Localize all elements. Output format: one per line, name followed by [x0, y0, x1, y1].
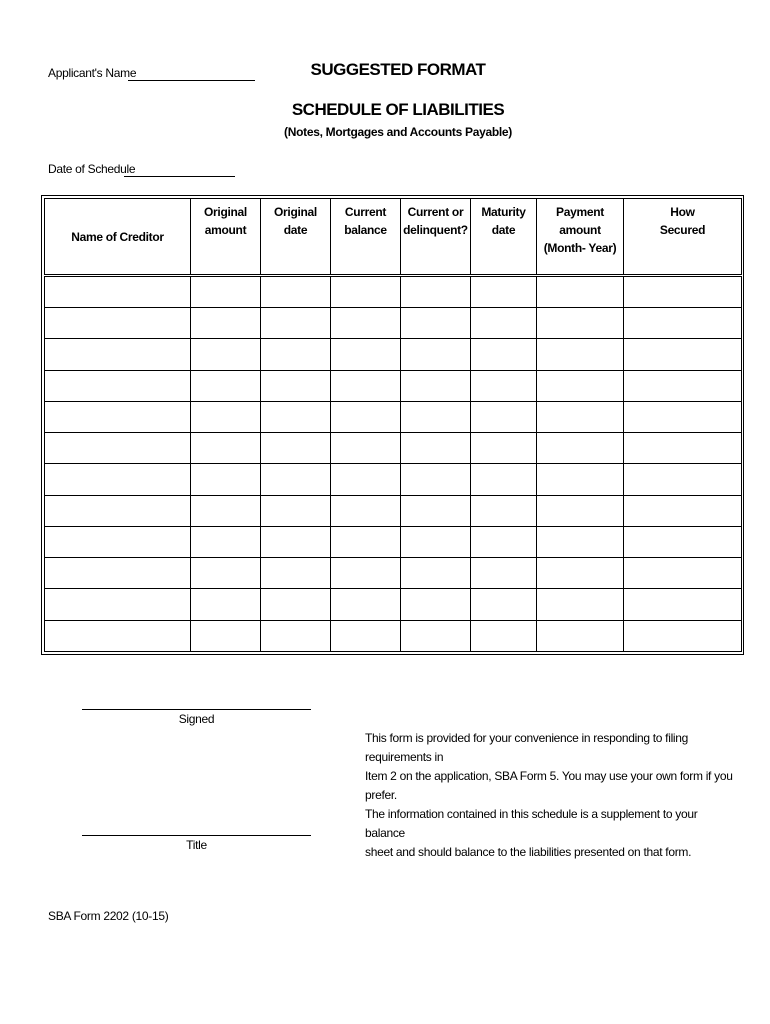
table-cell[interactable]	[401, 308, 471, 339]
table-cell[interactable]	[537, 433, 624, 464]
table-cell[interactable]	[471, 308, 537, 339]
column-header	[191, 199, 261, 276]
table-cell[interactable]	[261, 620, 331, 651]
applicant-name-label: Applicant's Name	[48, 66, 137, 80]
table-cell[interactable]	[471, 495, 537, 526]
table-cell[interactable]	[331, 620, 401, 651]
table-cell[interactable]	[401, 370, 471, 401]
table-cell[interactable]	[624, 495, 742, 526]
table-cell[interactable]	[261, 370, 331, 401]
column-header-line: Original	[204, 205, 247, 219]
table-cell[interactable]	[471, 433, 537, 464]
table-cell[interactable]	[191, 526, 261, 557]
note-line: Item 2 on the application, SBA Form 5. You may use your own form if you prefer.	[365, 769, 733, 802]
table-cell[interactable]	[537, 276, 624, 308]
column-header-line: (Month- Year)	[543, 241, 617, 255]
table-row	[45, 339, 742, 370]
table-cell[interactable]	[331, 370, 401, 401]
table-cell[interactable]	[471, 401, 537, 432]
table-cell[interactable]	[261, 558, 331, 589]
table-cell[interactable]	[331, 401, 401, 432]
column-header-line: date	[283, 223, 308, 237]
table-cell[interactable]	[624, 589, 742, 620]
table-cell[interactable]	[45, 558, 191, 589]
table-cell[interactable]	[537, 339, 624, 370]
table-cell[interactable]	[191, 401, 261, 432]
table-cell[interactable]	[261, 526, 331, 557]
table-row	[45, 589, 742, 620]
column-header-line: Current or	[407, 205, 464, 219]
table-cell[interactable]	[45, 589, 191, 620]
column-header-line: Current	[344, 205, 387, 219]
table-header-row	[45, 199, 742, 276]
table-row	[45, 433, 742, 464]
table-cell[interactable]	[261, 433, 331, 464]
table-cell[interactable]	[45, 464, 191, 495]
table-cell[interactable]	[331, 308, 401, 339]
table-row	[45, 526, 742, 557]
table-cell[interactable]	[537, 401, 624, 432]
table-cell[interactable]	[45, 308, 191, 339]
column-header-line: How	[670, 205, 695, 219]
title-field[interactable]	[82, 835, 311, 836]
table-cell[interactable]	[331, 558, 401, 589]
table-cell[interactable]	[401, 401, 471, 432]
column-header	[537, 199, 624, 276]
table-cell[interactable]	[471, 276, 537, 308]
table-cell[interactable]	[331, 339, 401, 370]
table-cell[interactable]	[45, 370, 191, 401]
table-cell[interactable]	[537, 558, 624, 589]
applicant-name-field[interactable]	[128, 80, 255, 81]
table-row	[45, 464, 742, 495]
table-cell[interactable]	[45, 620, 191, 651]
table-cell[interactable]	[331, 526, 401, 557]
table-cell[interactable]	[191, 495, 261, 526]
table-cell[interactable]	[624, 401, 742, 432]
table-cell[interactable]	[261, 464, 331, 495]
column-header-line: balance	[344, 223, 387, 237]
table-cell[interactable]	[261, 339, 331, 370]
table-row	[45, 370, 742, 401]
table-cell[interactable]	[191, 339, 261, 370]
table-cell[interactable]	[331, 276, 401, 308]
table-row	[45, 401, 742, 432]
table-cell[interactable]	[471, 339, 537, 370]
column-header-line: amount	[204, 223, 247, 237]
column-header-line: date	[491, 223, 516, 237]
column-header-line: Payment	[556, 205, 604, 219]
column-header	[471, 199, 537, 276]
column-header	[401, 199, 471, 276]
table-cell[interactable]	[261, 495, 331, 526]
table-row	[45, 558, 742, 589]
table-cell[interactable]	[537, 495, 624, 526]
liabilities-table	[44, 198, 742, 652]
table-cell[interactable]	[191, 308, 261, 339]
table-cell[interactable]	[191, 433, 261, 464]
table-cell[interactable]	[624, 339, 742, 370]
table-cell[interactable]	[537, 464, 624, 495]
table-cell[interactable]	[261, 276, 331, 308]
table-cell[interactable]	[45, 339, 191, 370]
table-cell[interactable]	[401, 433, 471, 464]
table-cell[interactable]	[624, 526, 742, 557]
table-cell[interactable]	[537, 308, 624, 339]
table-cell[interactable]	[191, 464, 261, 495]
table-cell[interactable]	[191, 620, 261, 651]
table-cell[interactable]	[471, 558, 537, 589]
table-cell[interactable]	[191, 589, 261, 620]
column-header-line: delinquent?	[403, 223, 468, 237]
table-cell[interactable]	[261, 401, 331, 432]
table-cell[interactable]	[624, 558, 742, 589]
table-cell[interactable]	[331, 464, 401, 495]
table-cell[interactable]	[471, 464, 537, 495]
table-row	[45, 276, 742, 308]
column-header-line: amount	[559, 223, 601, 237]
table-cell[interactable]	[624, 464, 742, 495]
table-cell[interactable]	[537, 589, 624, 620]
table-cell[interactable]	[331, 433, 401, 464]
table-cell[interactable]	[624, 308, 742, 339]
column-header	[331, 199, 401, 276]
column-header	[45, 199, 191, 276]
table-cell[interactable]	[471, 526, 537, 557]
table-cell[interactable]	[191, 370, 261, 401]
table-cell[interactable]	[471, 589, 537, 620]
column-header	[624, 199, 742, 276]
table-cell[interactable]	[537, 370, 624, 401]
column-header-line: Secured	[659, 223, 706, 237]
form-number: SBA Form 2202 (10-15)	[48, 909, 169, 923]
column-header-line: Original	[274, 205, 317, 219]
table-cell[interactable]	[624, 276, 742, 308]
table-cell[interactable]	[624, 433, 742, 464]
form-title: SUGGESTED FORMAT	[310, 60, 486, 79]
table-cell[interactable]	[331, 589, 401, 620]
note-line: This form is provided for your convenience in responding to filing requirements in	[365, 731, 689, 764]
table-cell[interactable]	[191, 276, 261, 308]
schedule-title: SCHEDULE OF LIABILITIES	[291, 100, 505, 119]
table-row	[45, 620, 742, 651]
table-body	[45, 276, 742, 652]
table-cell[interactable]	[401, 526, 471, 557]
date-of-schedule-field[interactable]	[124, 176, 235, 177]
note-line: sheet and should balance to the liabilities presented on that form.	[365, 845, 692, 859]
table-cell[interactable]	[261, 308, 331, 339]
table-cell[interactable]	[45, 401, 191, 432]
table-cell[interactable]	[261, 589, 331, 620]
table-cell[interactable]	[624, 370, 742, 401]
table-cell[interactable]	[401, 276, 471, 308]
title-label: Title	[186, 838, 207, 852]
table-cell[interactable]	[45, 276, 191, 308]
table-cell[interactable]	[471, 620, 537, 651]
table-cell[interactable]	[45, 495, 191, 526]
table-row	[45, 495, 742, 526]
table-row	[45, 308, 742, 339]
table-cell[interactable]	[401, 589, 471, 620]
table-cell[interactable]	[401, 620, 471, 651]
table-cell[interactable]	[191, 558, 261, 589]
column-header-line: Name of Creditor	[71, 229, 164, 244]
table-cell[interactable]	[624, 620, 742, 651]
column-header	[261, 199, 331, 276]
table-cell[interactable]	[45, 526, 191, 557]
schedule-subtitle: (Notes, Mortgages and Accounts Payable)	[284, 125, 512, 139]
table-cell[interactable]	[537, 526, 624, 557]
liabilities-table-frame	[41, 195, 744, 655]
date-of-schedule-label: Date of Schedule	[48, 162, 136, 176]
table-cell[interactable]	[331, 495, 401, 526]
column-header-line: Maturity	[481, 205, 526, 219]
table-cell[interactable]	[537, 620, 624, 651]
table-cell[interactable]	[401, 558, 471, 589]
table-cell[interactable]	[401, 339, 471, 370]
instructions-note	[365, 729, 735, 862]
table-cell[interactable]	[45, 433, 191, 464]
signature-field[interactable]	[82, 709, 311, 710]
signed-label: Signed	[178, 712, 215, 726]
note-line: The information contained in this schedule is a supplement to your balance	[365, 807, 698, 840]
table-cell[interactable]	[401, 464, 471, 495]
table-cell[interactable]	[401, 495, 471, 526]
table-cell[interactable]	[471, 370, 537, 401]
